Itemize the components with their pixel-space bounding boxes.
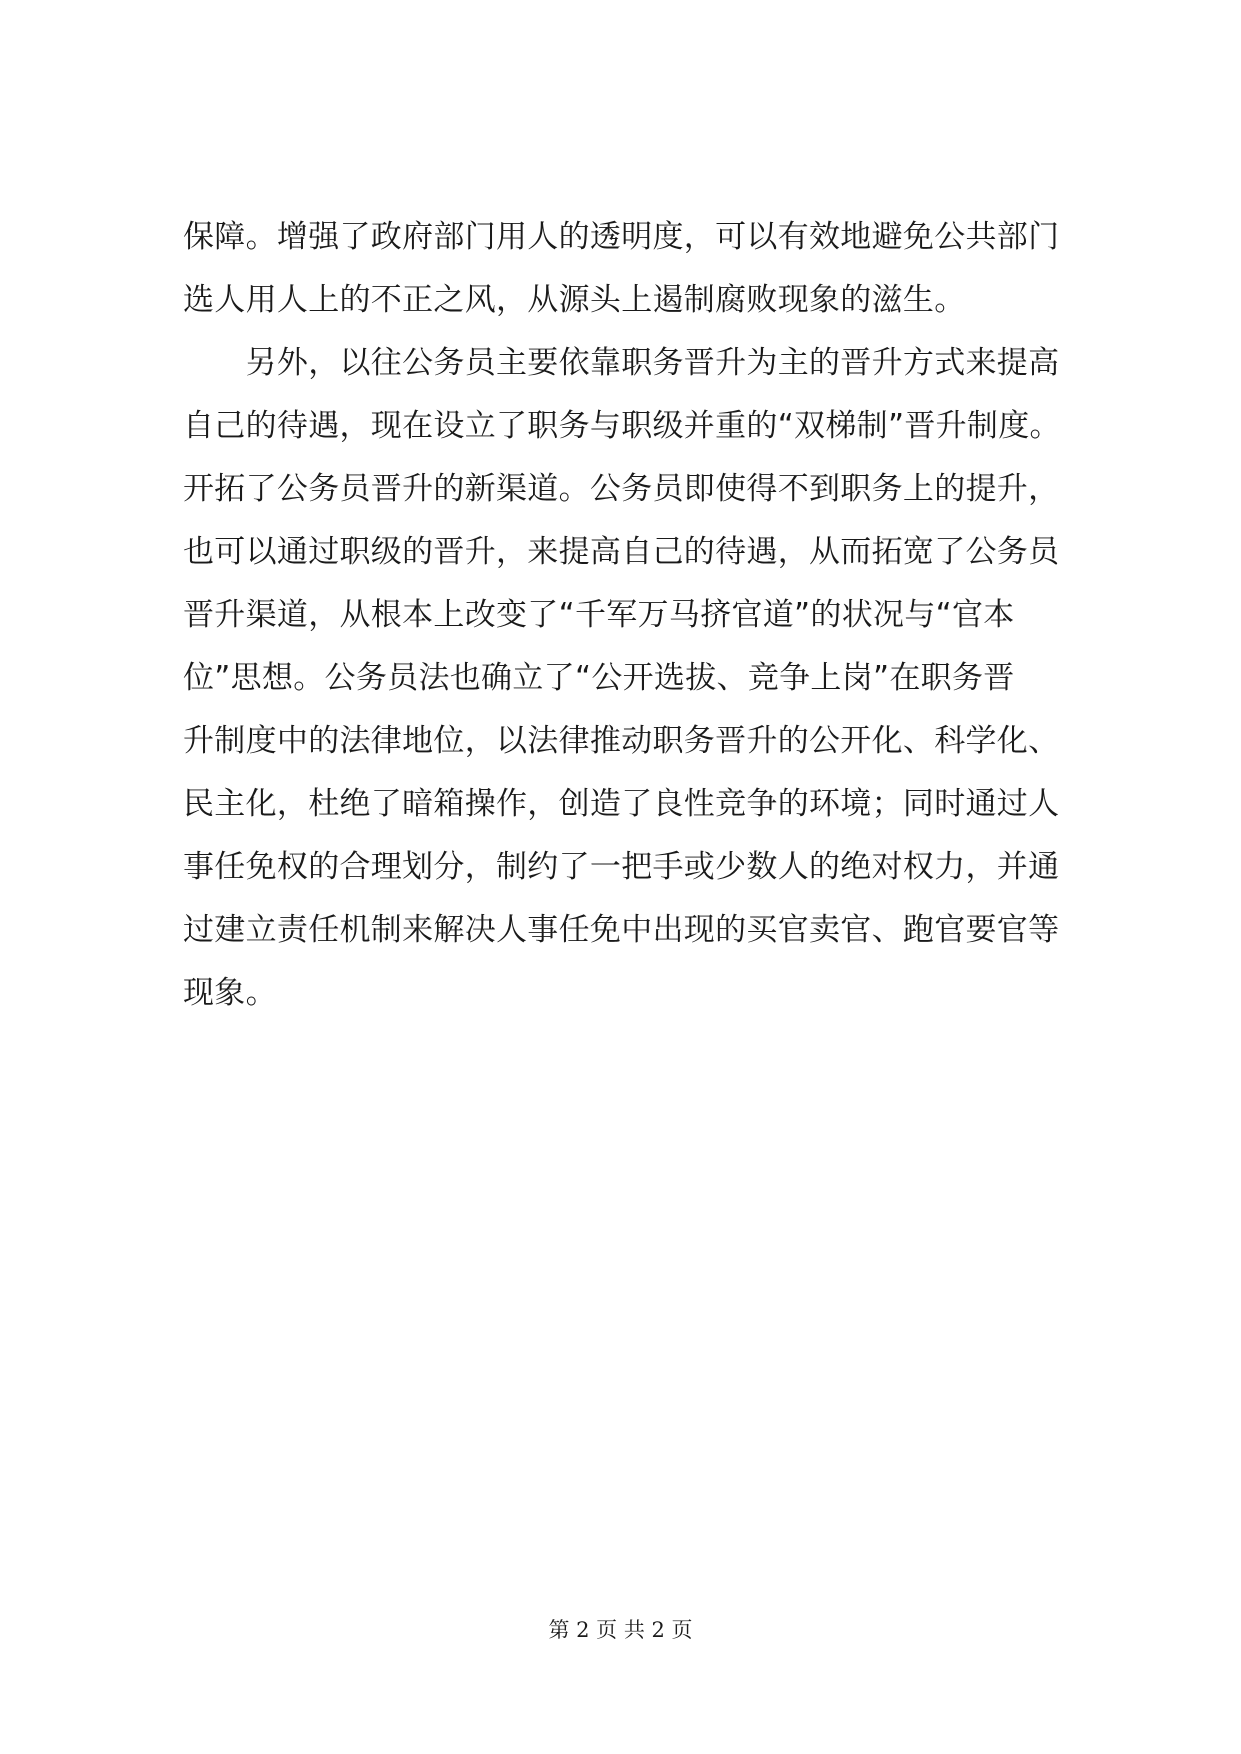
text-line: 事任免权的合理划分，制约了一把手或少数人的绝对权力，并通 [183,849,1060,885]
text-line: 现象。 [183,975,277,1011]
text-line: 位”思想。公务员法也确立了“公开选拔、竞争上岗”在职务晋 [183,660,1015,696]
text-line: 晋升渠道，从根本上改变了“千军万马挤官道”的状况与“官本 [183,597,1015,633]
text-line: 另外，以往公务员主要依靠职务晋升为主的晋升方式来提高 [183,345,1060,381]
text-line: 过建立责任机制来解决人事任免中出现的买官卖官、跑官要官等 [183,912,1060,948]
text-line: 民主化，杜绝了暗箱操作，创造了良性竞争的环境；同时通过人 [183,786,1060,822]
text-line: 选人用人上的不正之风，从源头上遏制腐败现象的滋生。 [183,282,966,318]
text-line: 保障。增强了政府部门用人的透明度，可以有效地避免公共部门 [183,219,1060,255]
page-number-footer: 第 2 页 共 2 页 [548,1618,693,1642]
body-text [183,206,1083,1025]
text-line: 自己的待遇，现在设立了职务与职级并重的“双梯制”晋升制度。 [183,408,1061,444]
text-line: 升制度中的法律地位，以法律推动职务晋升的公开化、科学化、 [183,723,1060,759]
text-line: 开拓了公务员晋升的新渠道。公务员即使得不到职务上的提升， [183,471,1060,507]
text-line: 也可以通过职级的晋升，来提高自己的待遇，从而拓宽了公务员 [183,534,1060,570]
